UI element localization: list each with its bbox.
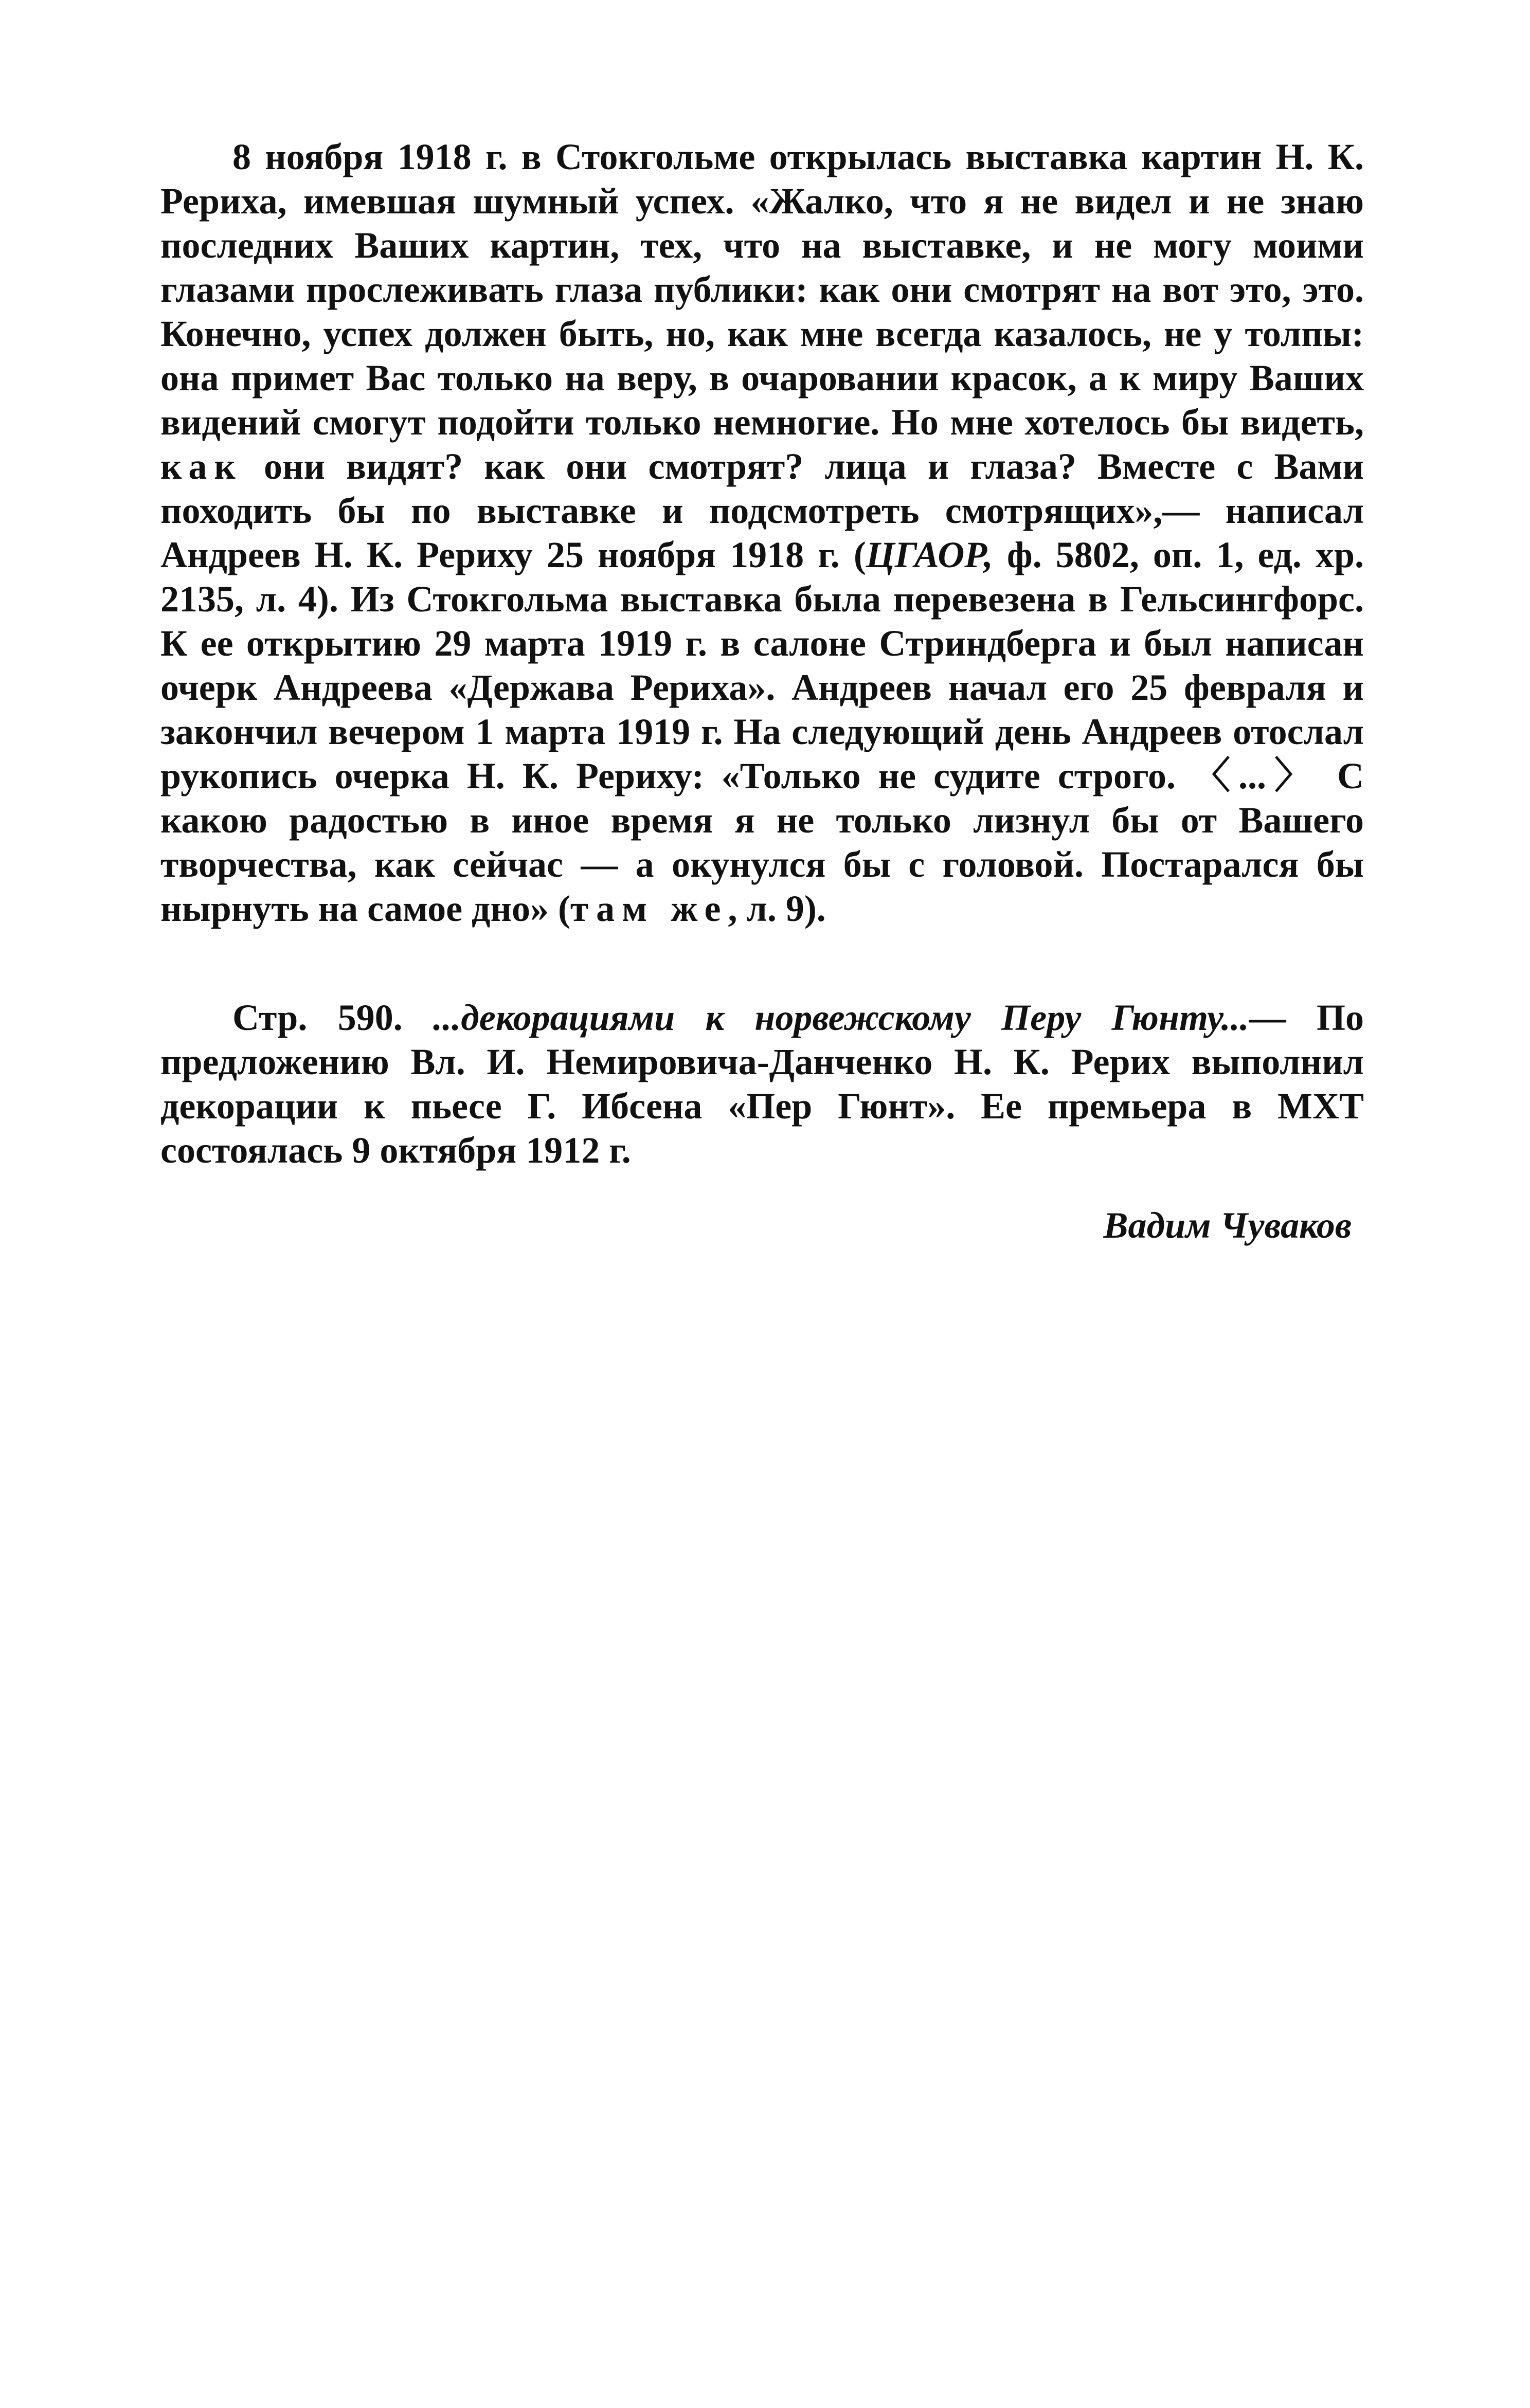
paragraph2-text: — По предложению Вл. И. Немировича-Данченко Н. К. Рерих выполнил декорации к пьесе Г. Ибсена «Пер Гюнт». Ее премьера в МХТ состоялась 9 октября 1912 г. [160, 997, 1364, 1171]
author-signature: Вадим Чуваков [1103, 1205, 1352, 1246]
paragraph1-spaced-kak: как [160, 446, 243, 487]
page-reference: Стр. 590. [232, 997, 434, 1038]
paragraph1-spaced-tam-zhe: там же [570, 888, 728, 929]
paragraph-peer-gynt-note [160, 995, 1364, 1172]
quoted-phrase: ...декорациями к норвежскому Перу Гюнту... [433, 997, 1249, 1038]
text-column [160, 135, 1364, 1247]
paragraph1-text-d: , л. 9). [728, 888, 826, 929]
paragraph1-text-a: 8 ноября 1918 г. в Стокгольме открылась выставка картин Н. К. Рериха, имевшая шумный успех. «Жалко, что я не видел и не знаю последних Ваших картин, тех, что на выставке, и не могу моими глазами прослеживать глаза публики: как они смотрят на вот это, это. Конечно, успех должен быть, но, как мне всегда казалось, не у толпы: она примет Вас только на веру, в очаровании красок, а к миру Ваших видений смогут подойти только немногие. Но мне хотелось бы видеть, [160, 136, 1364, 443]
paragraph-stockholm-exhibition [160, 135, 1364, 931]
paragraph1-text-b: они видят? как они смотрят? лица и глаза? Вместе с Вами походить бы по выставке и подсмотреть смотрящих»,— написал Андреев Н. К. Рериху 25 ноября 1918 г. ( [160, 446, 1364, 575]
paragraph-gap [160, 931, 1364, 995]
paragraph1-text-c: ф. 5802, оп. 1, ед. хр. 2135, л. 4). Из Стокгольма выставка была перевезена в Гельсингфорс. К ее открытию 29 марта 1919 г. в салоне Стриндберга и был написан очерк Андреева «Держава Рериха». Андреев начал его 25 февраля и закончил вечером 1 марта 1919 г. На следующий день Андреев отослал рукопись очерка Н. К. Рериху: «Только не судите строго. 〈...〉 С какою радостью в иное время я не только лизнул бы от Вашего творчества, как сейчас — а окунулся бы с головой. Постарался бы нырнуть на самое дно» ( [160, 534, 1364, 929]
archive-reference: ЦГАОР, [866, 534, 993, 575]
